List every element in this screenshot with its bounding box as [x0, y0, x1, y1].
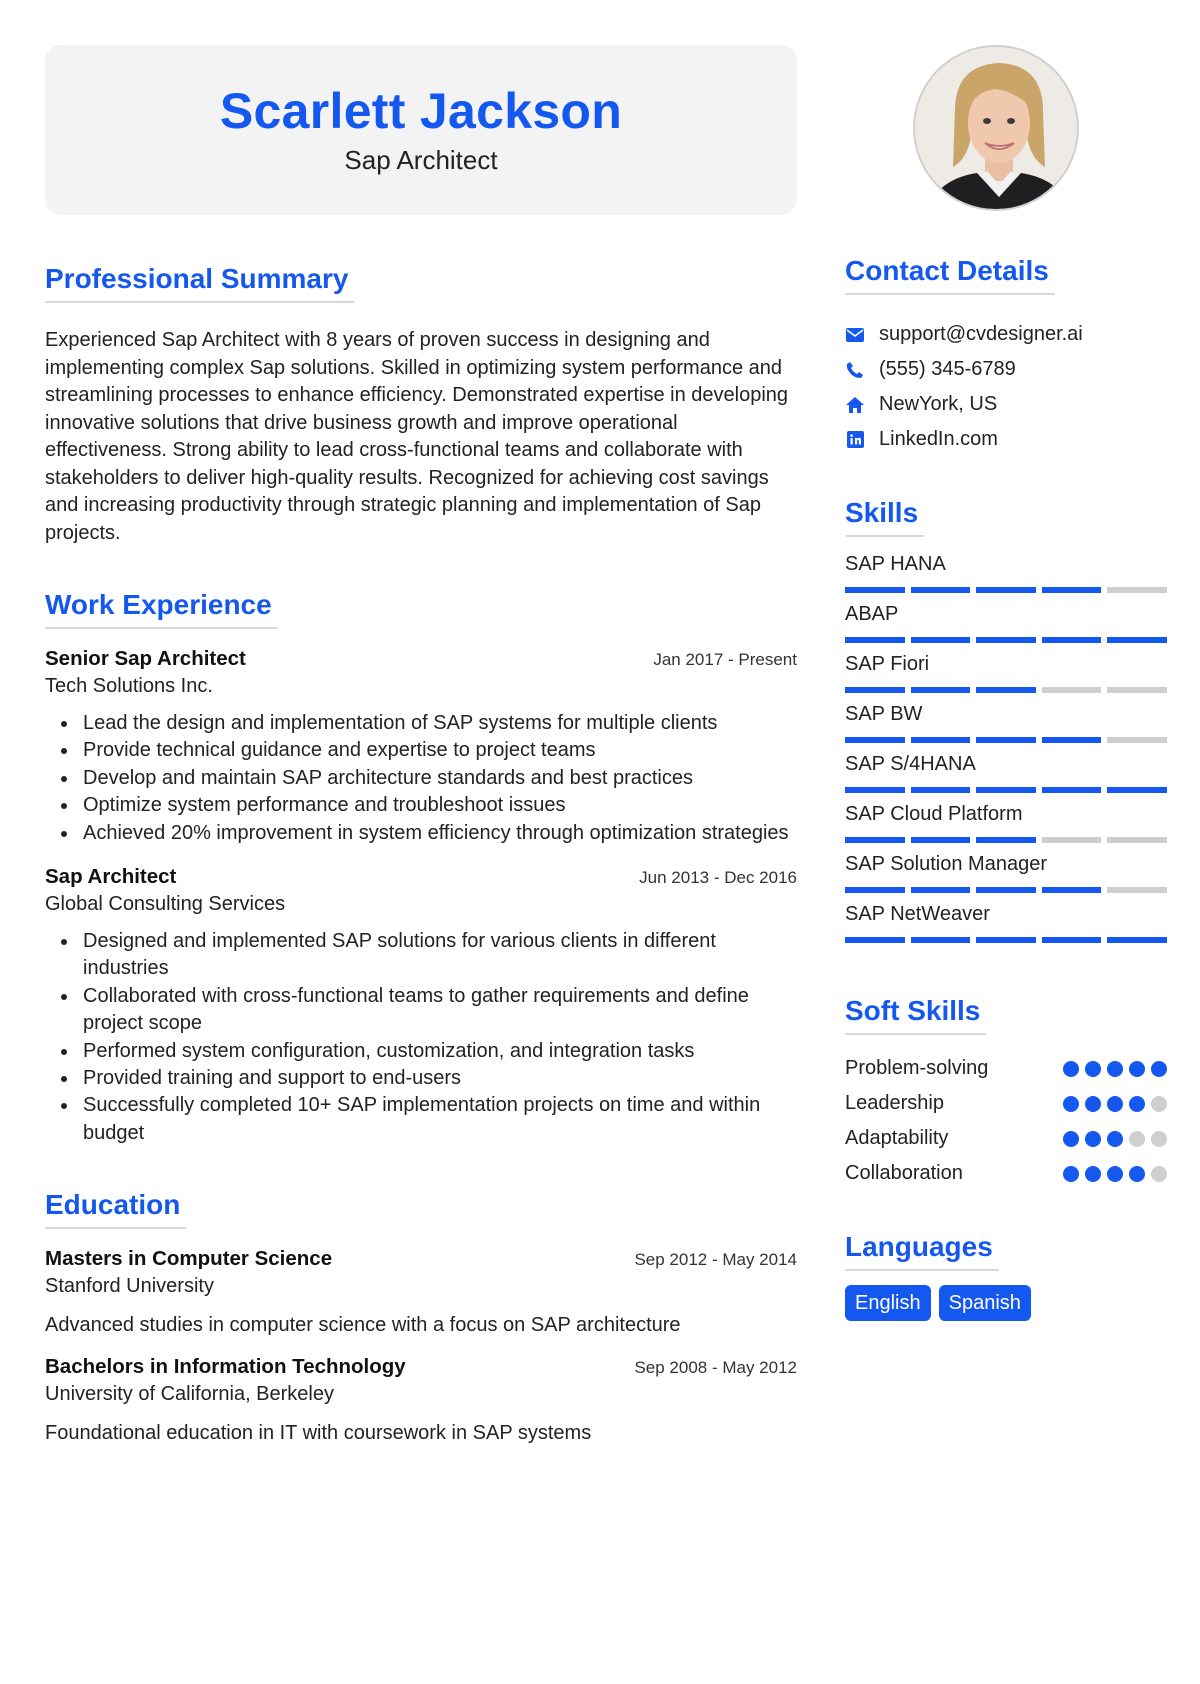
skill-level-bar [845, 587, 1167, 593]
soft-skills-section [845, 995, 1167, 1191]
job-entry [45, 647, 797, 847]
skill-level-segment [1042, 737, 1102, 743]
skill-level-segment [845, 937, 905, 943]
contact-section [845, 255, 1167, 457]
soft-skills-list [845, 1051, 1167, 1191]
job-dates: Jan 2017 - Present [653, 650, 797, 669]
contact-location-text: NewYork, US [879, 393, 998, 415]
skill-level-segment [845, 587, 905, 593]
language-tag: Spanish [939, 1285, 1031, 1321]
skill-level-segment [1042, 587, 1102, 593]
soft-skill-name: Adaptability [845, 1127, 949, 1149]
skill-level-segment [1107, 737, 1167, 743]
skill-level-segment [976, 837, 1036, 843]
skill-name: ABAP [845, 603, 899, 625]
job-bullet: Achieved 20% improvement in system efficiency through optimization strategies [83, 820, 797, 847]
skill-level-segment [1107, 837, 1167, 843]
soft-skill-item [845, 1051, 1167, 1086]
skill-level-segment [976, 887, 1036, 893]
skill-level-segment [1107, 787, 1167, 793]
job-bullet: Develop and maintain SAP architecture standards and best practices [83, 765, 797, 792]
languages-heading: Languages [845, 1231, 999, 1271]
skill-name: SAP BW [845, 703, 923, 725]
skill-name: SAP S/4HANA [845, 753, 976, 775]
rating-dot [1063, 1166, 1079, 1182]
skill-level-bar [845, 737, 1167, 743]
skill-level-bar [845, 787, 1167, 793]
education-section [45, 1189, 797, 1445]
soft-skill-rating [1063, 1061, 1167, 1077]
skill-level-segment [976, 787, 1036, 793]
work-heading: Work Experience [45, 589, 278, 629]
job-bullets [45, 710, 797, 847]
work-section [45, 589, 797, 1147]
skill-level-bar [845, 937, 1167, 943]
job-bullet: Optimize system performance and troubleshoot issues [83, 792, 797, 819]
skill-level-segment [911, 637, 971, 643]
soft-skill-item [845, 1086, 1167, 1121]
skill-level-segment [976, 587, 1036, 593]
skills-section [845, 497, 1167, 951]
soft-skill-name: Collaboration [845, 1162, 963, 1184]
contact-linkedin-text: LinkedIn.com [879, 428, 998, 450]
skill-level-segment [1042, 937, 1102, 943]
job-entry [45, 865, 797, 1147]
job-bullet: Successfully completed 10+ SAP implementation projects on time and within budget [83, 1092, 797, 1147]
job-dates: Jun 2013 - Dec 2016 [639, 868, 797, 888]
envelope-icon [845, 325, 865, 345]
skill-level-bar [845, 837, 1167, 843]
rating-dot [1063, 1096, 1079, 1112]
soft-skill-item [845, 1156, 1167, 1191]
job-bullet: Collaborated with cross-functional teams to gather requirements and define project scope [83, 983, 797, 1038]
degree-title: Bachelors in Information Technology [45, 1355, 406, 1379]
skill-level-segment [911, 837, 971, 843]
rating-dot [1129, 1131, 1145, 1147]
skill-level-bar [845, 637, 1167, 643]
job-bullet: Performed system configuration, customization, and integration tasks [83, 1038, 797, 1065]
summary-text: Experienced Sap Architect with 8 years of proven success in designing and implementing complex Sap solutions. Skilled in optimizing system performance and streamlining processes to enhance efficiency. Demonstrated expertise in developing innovative solutions that drive business growth and improve operational effectiveness. Strong ability to lead cross-functional teams and collaborate with stakeholders to deliver high-quality results. Recognized for achieving cost savings and increasing productivity through strategic planning and implementation of Sap projects. [45, 329, 789, 544]
linkedin-icon [845, 430, 865, 450]
contact-email[interactable] [845, 317, 1167, 352]
skill-level-segment [1107, 637, 1167, 643]
skill-level-segment [1107, 687, 1167, 693]
summary-heading: Professional Summary [45, 263, 354, 303]
education-dates: Sep 2008 - May 2012 [634, 1358, 797, 1378]
school-name: Stanford University [45, 1275, 214, 1298]
skill-level-segment [845, 887, 905, 893]
rating-dot [1107, 1131, 1123, 1147]
skill-name: SAP Fiori [845, 653, 930, 675]
skill-level-segment [1107, 887, 1167, 893]
job-company: Tech Solutions Inc. [45, 675, 213, 697]
skill-item [845, 601, 1167, 651]
skill-level-segment [976, 687, 1036, 693]
rating-dot [1129, 1061, 1145, 1077]
rating-dot [1151, 1131, 1167, 1147]
contact-location [845, 387, 1167, 422]
rating-dot [1107, 1061, 1123, 1077]
skill-item [845, 801, 1167, 851]
job-company: Global Consulting Services [45, 893, 286, 916]
skills-heading: Skills [845, 497, 924, 537]
rating-dot [1151, 1061, 1167, 1077]
skill-item [845, 901, 1167, 951]
profile-photo [913, 45, 1079, 211]
soft-skills-heading: Soft Skills [845, 995, 986, 1035]
skill-level-segment [1042, 787, 1102, 793]
skill-level-segment [976, 637, 1036, 643]
skill-item [845, 751, 1167, 801]
sidebar-column [845, 45, 1167, 1321]
rating-dot [1129, 1166, 1145, 1182]
skill-name: SAP HANA [845, 553, 946, 575]
skill-level-segment [1042, 637, 1102, 643]
rating-dot [1085, 1061, 1101, 1077]
skill-level-segment [845, 687, 905, 693]
header-box [45, 45, 797, 215]
rating-dot [1151, 1166, 1167, 1182]
job-bullet: Provide technical guidance and expertise to project teams [83, 737, 797, 764]
education-dates: Sep 2012 - May 2014 [634, 1250, 797, 1270]
rating-dot [1107, 1096, 1123, 1112]
rating-dot [1085, 1096, 1101, 1112]
skill-item [845, 851, 1167, 901]
skill-level-bar [845, 687, 1167, 693]
phone-icon [845, 360, 865, 380]
contact-linkedin[interactable] [845, 422, 1167, 457]
rating-dot [1063, 1061, 1079, 1077]
rating-dot [1063, 1131, 1079, 1147]
skill-level-segment [1107, 587, 1167, 593]
soft-skill-item [845, 1121, 1167, 1156]
skill-level-bar [845, 887, 1167, 893]
languages-section [845, 1231, 1167, 1321]
job-bullet: Provided training and support to end-users [83, 1065, 797, 1092]
skill-level-segment [911, 887, 971, 893]
rating-dot [1129, 1096, 1145, 1112]
skill-level-segment [845, 837, 905, 843]
contact-phone[interactable] [845, 352, 1167, 387]
soft-skill-name: Leadership [845, 1092, 944, 1114]
skill-level-segment [1042, 887, 1102, 893]
languages-list [845, 1285, 1167, 1321]
skill-name: SAP Cloud Platform [845, 803, 1023, 825]
skill-item [845, 551, 1167, 601]
education-description: Advanced studies in computer science with a focus on SAP architecture [45, 1314, 681, 1337]
skill-level-segment [911, 937, 971, 943]
soft-skill-rating [1063, 1166, 1167, 1182]
skill-item [845, 701, 1167, 751]
soft-skill-rating [1063, 1131, 1167, 1147]
skill-level-segment [976, 937, 1036, 943]
job-title: Sap Architect [45, 865, 177, 889]
contact-heading: Contact Details [845, 255, 1055, 295]
contact-phone-text: (555) 345-6789 [879, 358, 1016, 380]
skill-level-segment [845, 637, 905, 643]
language-tag: English [845, 1285, 931, 1321]
skill-level-segment [1042, 837, 1102, 843]
skill-level-segment [911, 687, 971, 693]
profile-photo-illustration [915, 47, 1079, 211]
candidate-name: Scarlett Jackson [219, 83, 623, 139]
skill-level-segment [976, 737, 1036, 743]
school-name: University of California, Berkeley [45, 1383, 334, 1406]
job-bullet: Lead the design and implementation of SAP systems for multiple clients [83, 710, 797, 737]
skill-level-segment [1107, 937, 1167, 943]
rating-dot [1151, 1096, 1167, 1112]
skill-name: SAP Solution Manager [845, 853, 1047, 875]
soft-skill-name: Problem-solving [845, 1057, 989, 1079]
summary-section [45, 263, 797, 547]
main-column [45, 45, 797, 1445]
education-entry [45, 1355, 797, 1445]
skill-item [845, 651, 1167, 701]
rating-dot [1085, 1131, 1101, 1147]
education-description: Foundational education in IT with coursework in SAP systems [45, 1422, 592, 1445]
rating-dot [1085, 1166, 1101, 1182]
education-heading: Education [45, 1189, 186, 1229]
skill-level-segment [1042, 687, 1102, 693]
skill-level-segment [845, 787, 905, 793]
degree-title: Masters in Computer Science [45, 1247, 333, 1271]
home-icon [845, 395, 865, 415]
job-bullets [45, 928, 797, 1147]
candidate-title: Sap Architect [344, 145, 498, 175]
skills-list [845, 551, 1167, 951]
skill-level-segment [911, 787, 971, 793]
skill-level-segment [845, 737, 905, 743]
skill-level-segment [911, 587, 971, 593]
skill-level-segment [911, 737, 971, 743]
contact-email-text: support@cvdesigner.ai [879, 323, 1083, 345]
education-entry [45, 1247, 797, 1337]
rating-dot [1107, 1166, 1123, 1182]
job-bullet: Designed and implemented SAP solutions for various clients in different industries [83, 928, 797, 983]
soft-skill-rating [1063, 1096, 1167, 1112]
job-title: Senior Sap Architect [45, 647, 246, 670]
skill-name: SAP NetWeaver [845, 903, 990, 925]
